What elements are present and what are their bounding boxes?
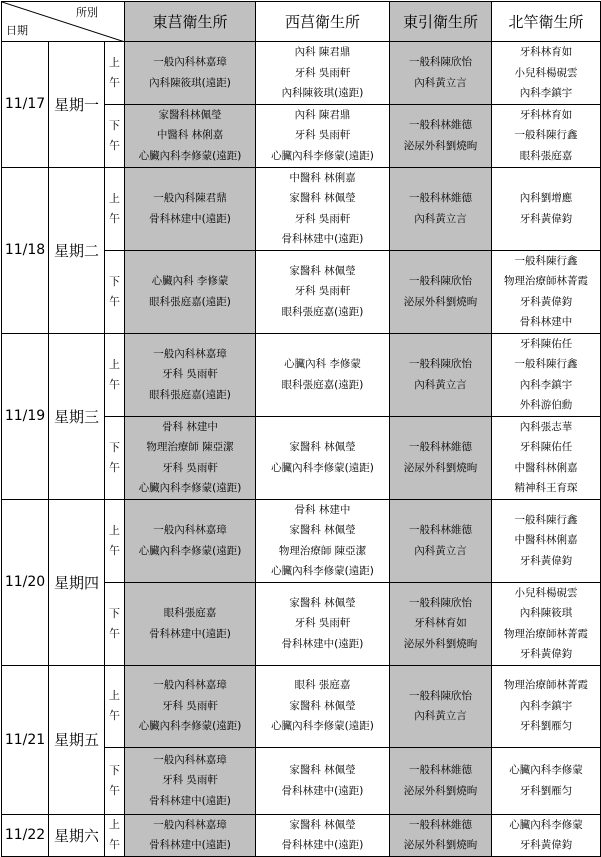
doctor-entry: 眼科張庭嘉 [519,149,573,162]
doctor-entry: 家醫科林佩瑩 [158,108,222,121]
session-label-char: 下 [109,118,120,132]
schedule-cell-dongju [125,582,256,665]
doctor-entry: 家醫科 林佩瑩 [289,699,356,712]
schedule-cell-dongyin [390,104,492,167]
schedule-cell-beigan [492,747,601,814]
session-label-char: 上 [109,55,120,69]
schedule-cell-dongju [125,167,256,250]
schedule-cell-dongju [125,665,256,747]
doctor-entry: 牙科 吳雨軒 [294,285,351,298]
schedule-cell-beigan [492,250,601,333]
schedule-cell-xiju [256,333,390,416]
session-label-char: 下 [109,606,120,620]
session-label-char: 下 [109,763,120,777]
doctor-entry: 骨科林建中(遠距) [281,784,364,797]
doctor-entry: 眼科張庭嘉(遠距) [281,378,364,391]
doctor-entry: 內科張志華 [519,420,573,433]
schedule-cell-dongju [125,104,256,167]
doctor-entry: 牙科林育如 [519,46,573,58]
doctor-entry: 眼科張庭嘉 [163,607,217,619]
doctor-entry: 心臟內科 李修蒙 [151,275,229,287]
date-cell: 11/17 [2,42,49,168]
clinic-header-dongyin: 東引衛生所 [390,2,492,42]
schedule-cell-dongyin [390,499,492,582]
doctor-entry: 牙科 吳雨軒 [162,368,218,381]
doctor-entry: 家醫科 林佩瑩 [289,818,356,831]
doctor-entry: 中醫科林俐嘉 [514,461,578,474]
weekday-cell: 星期二 [49,167,105,333]
doctor-entry: 一般內科陳君鼎 [153,192,227,204]
clinic-header-beigan: 北竿衛生所 [492,2,601,42]
doctor-entry: 內科黃立言 [414,710,467,722]
doctor-entry: 泌尿外科劉燒昫 [403,839,478,851]
doctor-entry: 家醫科 林佩瑩 [289,764,356,776]
session-label-cell [105,814,125,856]
schedule-row [2,167,601,250]
weekday-cell: 星期一 [49,42,105,168]
doctor-entry: 牙科 吳雨軒 [294,617,351,630]
doctor-entry: 心臟內科李修蒙(遠距) [271,149,374,162]
doctor-entry: 一般科林維德 [409,192,473,204]
schedule-row [2,42,601,105]
schedule-cell-beigan [492,333,601,416]
doctor-entry: 心臟內科 李修蒙 [284,358,361,370]
doctor-entry: 牙科黃偉鈞 [519,554,573,567]
schedule-cell-dongju [125,747,256,814]
schedule-cell-dongju [125,499,256,582]
schedule-cell-xiju [256,814,390,856]
doctor-entry: 泌尿外科劉燒昫 [403,295,478,308]
weekday-cell: 星期六 [49,814,105,856]
schedule-row [2,665,601,747]
doctor-entry: 牙科 吳雨軒 [162,461,218,474]
doctor-entry: 內科陳筱琪(遠距) [149,76,231,89]
doctor-entry: 家醫科 林佩瑩 [289,524,356,536]
doctor-entry: 內科陳筱琪 [519,607,573,619]
weekday-cell: 星期五 [49,665,105,814]
doctor-entry: 家醫科 林佩瑩 [289,596,356,609]
doctor-entry: 物理治療師林菁霞 [504,679,589,692]
doctor-entry: 骨科林建中(遠距) [281,637,364,650]
date-cell: 11/19 [2,333,49,499]
doctor-entry: 牙科 吳雨軒 [294,129,351,142]
doctor-entry: 一般科陳行鑫 [514,513,578,526]
doctor-entry: 中醫科 林俐嘉 [156,129,224,142]
schedule-cell-dongju [125,250,256,333]
doctor-entry: 精神科王育琛 [514,482,578,494]
date-axis-label: 日期 [6,24,28,37]
schedule-cell-dongyin [390,416,492,499]
doctor-entry: 骨科 林建中 [162,420,218,433]
doctor-entry: 牙科黃偉鈞 [519,648,573,660]
session-label-cell [105,250,125,333]
doctor-entry: 一般內科林嘉璋 [153,524,227,536]
doctor-entry: 骨科林建中(遠距) [149,627,231,640]
doctor-entry: 泌尿外科劉燒昫 [403,139,478,152]
schedule-cell-dongju [125,42,256,105]
clinic-header-dongju: 東莒衛生所 [125,2,256,42]
doctor-entry: 骨科林建中(遠距) [149,794,231,807]
schedule-row [2,814,601,856]
session-label-cell [105,499,125,582]
doctor-entry: 心臟內科李修蒙(遠距) [138,544,242,557]
doctor-entry: 中醫科 林俐嘉 [289,171,356,184]
doctor-entry: 一般內科林嘉璋 [153,818,227,831]
session-label-char: 下 [109,440,120,454]
schedule-cell-beigan [492,104,601,167]
doctor-entry: 物理治療師林菁霞 [504,275,589,287]
schedule-cell-xiju [256,42,390,105]
doctor-entry: 心臟內科李修蒙(遠距) [138,720,242,733]
doctor-entry: 中醫科林俐嘉 [514,534,578,547]
schedule-cell-dongyin [390,814,492,856]
schedule-row [2,499,601,582]
session-label-char: 午 [109,783,120,797]
doctor-entry: 家醫科 林佩瑩 [289,192,356,204]
schedule-cell-beigan [492,499,601,582]
doctor-entry: 一般內科林嘉璋 [153,347,227,360]
session-label-char: 午 [109,838,120,851]
doctor-entry: 心臟內科李修蒙(遠距) [271,565,374,577]
doctor-entry: 牙科陳佑任 [519,441,573,453]
schedule-cell-xiju [256,167,390,250]
doctor-entry: 骨科林建中(遠距) [281,233,364,245]
doctor-entry: 一般科林維德 [409,441,473,453]
doctor-entry: 牙科 吳雨軒 [162,699,218,712]
session-label-char: 下 [109,274,120,288]
doctor-entry: 家醫科 林佩瑩 [289,441,356,453]
doctor-entry: 牙科 吳雨軒 [162,774,218,787]
schedule-cell-beigan [492,814,601,856]
session-label-cell [105,333,125,416]
doctor-entry: 一般內科林嘉璋 [153,679,227,692]
schedule-cell-beigan [492,582,601,665]
doctor-entry: 眼科張庭嘉(遠距) [281,305,364,318]
doctor-entry: 心臟內科李修蒙(遠距) [271,720,374,733]
doctor-entry: 骨科林建中(遠距) [281,839,364,851]
session-label-char: 午 [109,211,120,225]
doctor-entry: 眼科張庭嘉(遠距) [149,388,231,401]
session-label-char: 午 [109,626,120,640]
schedule-row [2,333,601,416]
doctor-entry: 眼科張庭嘉(遠距) [149,295,231,308]
doctor-entry: 內科黃立言 [414,76,467,89]
schedule-cell-dongju [125,814,256,856]
session-label-cell [105,416,125,499]
doctor-entry: 內科 陳君鼎 [294,108,351,121]
schedule-cell-xiju [256,582,390,665]
doctor-entry: 一般科陳行鑫 [514,129,578,142]
session-label-char: 午 [109,543,120,557]
doctor-entry: 一般科陳欣怡 [409,596,473,609]
doctor-entry: 牙科劉雁匀 [519,784,573,797]
session-label-cell [105,665,125,747]
schedule-cell-xiju [256,665,390,747]
doctor-entry: 牙科 吳雨軒 [294,66,351,79]
doctor-entry: 外科游伯勳 [519,399,573,411]
session-label-char: 午 [109,377,120,391]
doctor-entry: 骨科林建中 [519,316,573,328]
session-label-char: 午 [109,75,120,89]
doctor-entry: 心臟內科李修蒙(遠距) [138,149,242,162]
schedule-cell-xiju [256,747,390,814]
doctor-entry: 一般科陳行鑫 [514,254,578,267]
schedule-cell-dongyin [390,333,492,416]
doctor-entry: 一般科林維德 [409,818,473,831]
doctor-entry: 牙科林育如 [519,108,573,121]
schedule-cell-dongju [125,333,256,416]
clinic-axis-label: 所別 [76,6,99,19]
session-label-char: 午 [109,460,120,474]
doctor-entry: 內科黃立言 [414,212,467,225]
doctor-entry: 內科黃立言 [414,544,467,557]
doctor-entry: 牙科黃偉鈞 [519,212,573,225]
clinic-header-xiju: 西莒衛生所 [256,2,390,42]
doctor-entry: 泌尿外科劉燒昫 [403,637,478,650]
schedule-cell-dongju [125,416,256,499]
session-label-char: 午 [109,138,120,152]
doctor-entry: 一般科陳欣怡 [409,689,473,702]
doctor-entry: 一般科陳欣怡 [409,358,473,370]
schedule-cell-xiju [256,104,390,167]
session-label-char: 上 [109,191,120,205]
doctor-entry: 一般內科林嘉璋 [153,753,227,766]
date-cell: 11/18 [2,167,49,333]
doctor-entry: 牙科陳佑任 [519,337,573,350]
doctor-entry: 牙科 吳雨軒 [294,212,351,225]
session-label-char: 上 [109,523,120,537]
weekday-cell: 星期四 [49,499,105,665]
schedule-cell-xiju [256,250,390,333]
schedule-cell-dongyin [390,250,492,333]
weekday-cell: 星期三 [49,333,105,499]
schedule-cell-xiju [256,499,390,582]
session-label-char: 午 [109,294,120,308]
session-label-cell [105,582,125,665]
date-cell: 11/21 [2,665,49,814]
doctor-entry: 內科李鎮宇 [519,87,573,99]
doctor-entry: 心臟內科李修蒙 [509,818,583,831]
doctor-entry: 內科黃立言 [414,378,467,391]
session-label-cell [105,747,125,814]
session-label-cell [105,167,125,250]
doctor-entry: 物理治療師林菁霞 [504,627,589,640]
doctor-entry: 骨科林建中(遠距) [149,212,231,225]
doctor-entry: 牙科黃偉鈞 [519,839,573,851]
schedule-cell-dongyin [390,747,492,814]
doctor-entry: 一般科陳欣怡 [409,56,473,69]
doctor-entry: 內科陳筱琪(遠距) [281,87,364,99]
corner-header-cell [2,2,125,42]
schedule-cell-dongyin [390,42,492,105]
schedule-body [2,42,601,857]
doctor-entry: 物理治療師 陳亞潔 [146,441,234,453]
doctor-entry: 泌尿外科劉燒昫 [403,461,478,474]
schedule-cell-beigan [492,167,601,250]
clinic-schedule-table [1,1,601,857]
schedule-cell-dongyin [390,167,492,250]
doctor-entry: 骨科林建中(遠距) [149,839,231,851]
doctor-entry: 內科 陳君鼎 [294,46,351,58]
session-label-char: 上 [109,357,120,371]
doctor-entry: 心臟內科李修蒙 [509,764,583,776]
doctor-entry: 一般科林維德 [409,119,473,131]
doctor-entry: 泌尿外科劉燒昫 [403,784,478,797]
doctor-entry: 內科李鎮宇 [519,378,573,391]
schedule-cell-beigan [492,416,601,499]
doctor-entry: 家醫科 林佩瑩 [289,264,356,277]
date-cell: 11/20 [2,499,49,665]
doctor-entry: 小兒科楊硯雲 [514,586,578,599]
doctor-entry: 一般科林維德 [409,764,473,776]
date-cell: 11/22 [2,814,49,856]
doctor-entry: 一般內科林嘉璋 [153,56,227,69]
doctor-entry: 牙科劉雁匀 [519,720,573,733]
session-label-cell [105,104,125,167]
doctor-entry: 內科李鎮宇 [519,699,573,712]
doctor-entry: 心臟內科李修蒙(遠距) [138,482,242,494]
schedule-cell-beigan [492,42,601,105]
doctor-entry: 一般科陳欣怡 [409,275,473,287]
schedule-cell-xiju [256,416,390,499]
session-label-char: 上 [109,818,120,831]
doctor-entry: 牙科林育如 [414,617,467,630]
session-label-char: 上 [109,689,120,702]
doctor-entry: 物理治療師 陳亞潔 [278,544,367,557]
session-label-cell [105,42,125,105]
doctor-entry: 骨科 林建中 [294,503,351,516]
doctor-entry: 一般科陳行鑫 [514,358,578,370]
doctor-entry: 心臟內科李修蒙(遠距) [271,461,374,474]
doctor-entry: 牙科黃偉鈞 [519,295,573,308]
schedule-cell-dongyin [390,665,492,747]
doctor-entry: 小兒科楊硯雲 [514,66,578,79]
doctor-entry: 一般科林維德 [409,524,473,536]
session-label-char: 午 [109,709,120,722]
schedule-cell-beigan [492,665,601,747]
doctor-entry: 內科劉增應 [519,192,573,204]
schedule-cell-dongyin [390,582,492,665]
doctor-entry: 眼科 張庭嘉 [294,679,351,692]
